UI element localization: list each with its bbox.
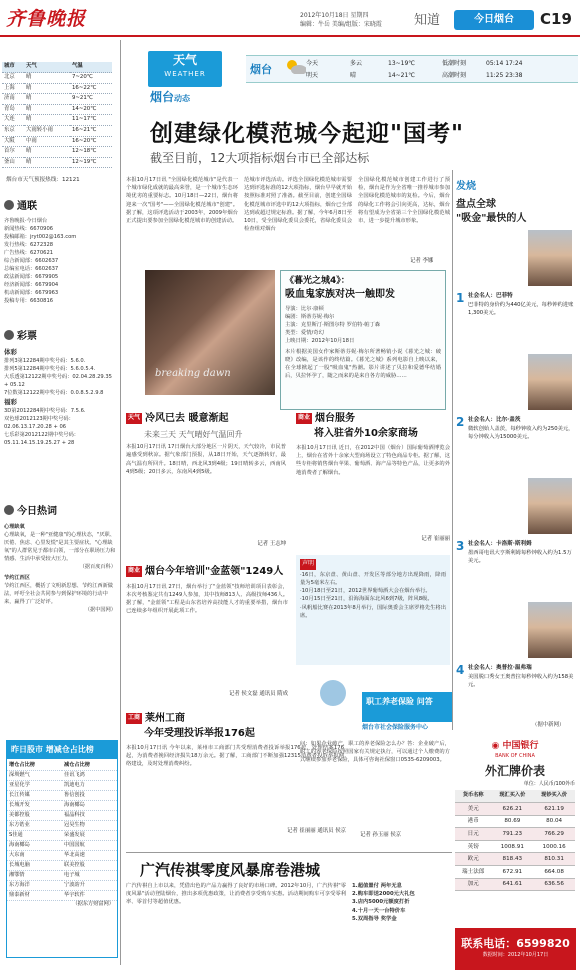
list-item: 机动新闻部：6679963 — [4, 290, 59, 297]
table-cell: 上海 — [2, 83, 24, 94]
rank-number: 2 — [456, 415, 465, 429]
fashao-title-2: 盘点全球 — [456, 198, 496, 210]
table-header-cell: 气温 — [70, 62, 112, 73]
list-item: 广告热线：6270621 — [4, 249, 54, 256]
caipiao-title: 彩票 — [4, 330, 116, 345]
table-row — [7, 761, 117, 771]
bank-phone: 6599820 — [516, 937, 570, 950]
market-title: 昨日股市 — [11, 745, 43, 754]
table-cell: 中国国航 — [62, 841, 117, 851]
table-row — [455, 853, 575, 866]
table-row — [7, 791, 117, 801]
table-row — [2, 94, 112, 105]
partly-cloudy-icon — [284, 58, 306, 74]
rere-word: 心理缺氧 — [4, 523, 25, 530]
table-row — [2, 83, 112, 94]
table-row — [7, 801, 117, 811]
person-text: 墨西哥电讯大亨斯利姆每秒钟收入约为1.5万美元。 — [468, 550, 572, 564]
list-item: 七乐彩第2012122期中奖号码：05.11.14.15.19.25.27 + 28 — [4, 432, 79, 447]
table-cell: 英镑 — [455, 840, 491, 853]
table-row — [2, 136, 112, 147]
table-row — [455, 840, 575, 853]
table-cell: 青岛 — [2, 104, 24, 115]
list-item: 投稿专用：6630816 — [4, 298, 54, 305]
training-text: 本报10月17日讯 27日，烟台举行了"金蓝领"技师培训项目表彰会，本次考核鉴定共有1249人参加，其中技师813人、高级技师436人。据了解，"金蓝领"工程是山东省培养高技能人才的重要举措，烟台市已连续多年组织开展此项工作。 — [126, 583, 288, 615]
list-item — [456, 602, 576, 720]
market-header — [7, 741, 117, 759]
table-cell: 鼎泰新材 — [7, 891, 62, 901]
table-cell: 荣盛发展 — [62, 831, 117, 841]
main-subhead: 截至目前，12大项指标烟台市已全部达标 — [150, 151, 370, 165]
movie-text: 本片根据美国女作家斯蒂芬妮·梅尔所著畅销小说《暮光之城：破晓》改编，是该作的终结篇。《暮光之城》系列电影自上映以来，在全球掀起了一股"吸血鬼"热潮。影片讲述了贝拉和爱德华结婚后，贝拉怀孕了，随之而来的是来自各方的威胁…… — [285, 348, 441, 380]
table-cell: 凯迪电力 — [62, 781, 117, 791]
pension-text: 问：如果企业破产，职工的养老保险怎么办？答：企业破产后，职工的养老保险按照国家有关规定执行，可以通过个人缴费的方式继续参加养老保险，具体可咨询社保窗口0535-6209003。 — [300, 741, 450, 764]
table-row — [2, 115, 112, 126]
list-item: 经济新闻部：6679904 — [4, 282, 59, 288]
car-points — [352, 882, 450, 923]
avatar — [528, 354, 572, 410]
table-cell: 晴 — [24, 73, 70, 84]
list-item: 4.十月一天一台特价车 — [352, 907, 406, 914]
weather-tag: 天气 — [126, 413, 142, 424]
table-row — [455, 815, 575, 828]
list-item: 排列5第12284期中奖号码：5.6.0.5.4. — [4, 365, 96, 372]
car-headline: 广汽传祺零度风暴席卷港城 — [140, 861, 321, 879]
table-cell: 16~21℃ — [70, 126, 112, 137]
notes-box — [296, 555, 450, 665]
table-row — [2, 104, 112, 115]
table-row — [7, 881, 117, 891]
rere-section — [4, 505, 116, 614]
table-cell: 80.04 — [533, 815, 575, 828]
fashao-section — [456, 180, 576, 227]
table-row — [7, 831, 117, 841]
invest-text: 本报10月17日讯 今年以来，莱州市工商部门共受理消费者投诉举报176起，处理结案176起，为消费者挽回经济损失18万余元。据了解，工商部门不断加强12315消费者投诉举报网络建设，及时处理消费纠纷。 — [126, 745, 344, 768]
service-title-2: 将入驻省外10余家商场 — [314, 427, 418, 439]
list-item: 齐鲁晚报·今日烟台 — [4, 217, 48, 224]
today-yantai-badge: 今日烟台 — [454, 10, 534, 30]
table-row — [7, 821, 117, 831]
table-cell: 东方海洋 — [7, 881, 62, 891]
table-cell: 日元 — [455, 828, 491, 841]
table-cell: 641.61 — [491, 878, 533, 891]
table-cell: 冠昊生物 — [62, 821, 117, 831]
table-row — [7, 841, 117, 851]
avatar — [320, 680, 346, 706]
weather-article-title: 冷风已去 暖意渐起 — [145, 413, 229, 424]
list-item: 2.购车即送2000元大礼包 — [352, 891, 415, 898]
lead-col-3: 全国绿化模范城市创建工作进行了预检，烟台是作为全省唯一推荐城市参加全国绿化模范城市的复检。今后，烟台的绿化工作将会引向更高，达标，烟台将有望成为全省第三个全国绿化模范城市，进一步提升城市形象。 — [358, 177, 450, 225]
header-date: 2012年10月18日 星期四 — [300, 12, 369, 19]
weather-temp: 13~19℃ — [388, 60, 416, 67]
table-cell: 港币 — [455, 815, 491, 828]
list-item: 5.双周指导 奖学金 — [352, 915, 397, 922]
training-article — [126, 565, 288, 698]
table-cell: 16~22℃ — [70, 83, 112, 94]
movie-title: 《暮光之城4》： — [285, 276, 350, 286]
service-title: 烟台服务 — [315, 413, 356, 424]
table-header-cell: 天气 — [24, 62, 70, 73]
table-cell: 深圳燃气 — [7, 771, 62, 781]
table-row — [7, 871, 117, 881]
list-item: 导演：比尔·康顿 — [285, 305, 324, 312]
list-item: 大乐透第12122期中奖号码：02.04.28.29.35 + 05.12 — [4, 373, 112, 388]
table-row — [7, 781, 117, 791]
table-cell: 华宇软件 — [62, 891, 117, 901]
table-cell: 北京 — [2, 73, 24, 84]
column-rule-left — [120, 40, 121, 965]
list-item: ·风帆船比赛在2013年8月举行，国际奥委会主席罗格先生将出席。 — [300, 604, 446, 619]
weather-temp: 14~21℃ — [388, 72, 416, 79]
list-item: 体彩 — [4, 347, 17, 356]
weather-day: 明天 — [306, 72, 319, 79]
table-cell: 晴 — [24, 104, 70, 115]
table-cell: 818.43 — [491, 853, 533, 866]
weather-article-author: 记者 王志坤 — [257, 541, 286, 548]
movie-box — [280, 270, 446, 410]
list-item: 主演：克里斯汀·斯图尔特 罗伯特·帕丁森 — [285, 321, 381, 328]
fashao-title-3: "吸金"最快的人 — [456, 213, 527, 224]
weather-hotline: 烟台市天气预报热线：12121 — [6, 177, 80, 183]
list-item: 上映日期：2012年10月18日 — [285, 338, 355, 345]
list-item: 3.店内5000元额度打折 — [352, 899, 410, 906]
market-table — [7, 761, 117, 902]
rere-source: （据百度百科） — [79, 563, 116, 570]
invest-tag: 工商 — [126, 713, 142, 724]
table-cell: 佳讯飞鸿 — [62, 771, 117, 781]
list-item: 编剧：斯蒂芬妮·梅尔 — [285, 313, 335, 320]
table-cell: 东京 — [2, 126, 24, 137]
table-cell: 80.69 — [491, 815, 533, 828]
tide-value: 11:25 23:38 — [486, 72, 523, 79]
list-item: 总编室电话：6602637 — [4, 265, 59, 272]
list-item — [456, 478, 576, 596]
pension-author: 记者 孙玉丽 侯京 — [360, 832, 402, 838]
tide-value: 05:14 17:24 — [486, 60, 523, 67]
weather-city: 烟台 — [250, 63, 272, 76]
rank-number: 3 — [456, 539, 465, 553]
header-editors: 编辑：牛岳 美编/组版：宋晓霞 — [300, 20, 382, 28]
pension-title: 职工养老保险 — [366, 697, 414, 706]
table-row — [7, 811, 117, 821]
list-item: 排列3第12284期中奖号码：5.6.0. — [4, 357, 86, 364]
table-cell: 766.29 — [533, 828, 575, 841]
movie-subtitle: 吸血鬼家族对决一触即发 — [285, 289, 395, 301]
list-item: 1.超值置付 两年无息 — [352, 883, 402, 889]
person-name: 社会名人：奥普拉·温弗瑞 — [468, 665, 532, 671]
table-cell: 大雨转小雨 — [24, 126, 70, 137]
notes-tag: 声明 — [300, 559, 316, 570]
table-row — [455, 803, 575, 816]
car-text: 广汽传祺自上市以来，凭借出色的产品力赢得了良好的市场口碑。2012年10月，广汽传祺"零度风暴"活动登陆烟台，推出多项优惠政策，让消费者享受购车实惠。活动期间购车可享受零利率、零首付等超值优惠。 — [126, 883, 346, 906]
table-cell: 济南 — [2, 94, 24, 105]
list-item: 综合新闻部：6602637 — [4, 257, 59, 264]
table-cell: 长城开发 — [7, 801, 62, 811]
table-cell: 晴 — [24, 157, 70, 168]
table-cell: 晴 — [24, 147, 70, 158]
list-item: ·10月15日至21日，沿海海面东北风6到7级，阵风8级。 — [300, 596, 433, 603]
bank-contact-bar — [455, 928, 576, 970]
table-cell: 晴 — [24, 94, 70, 105]
list-item: 福彩 — [4, 397, 17, 406]
table-header-cell: 现钞买入价 — [533, 790, 575, 803]
city-weather-table — [2, 62, 112, 168]
table-cell: 11~17℃ — [70, 115, 112, 126]
section-label: 知道 — [414, 13, 441, 28]
rank-number: 1 — [456, 291, 465, 305]
tide-label: 低潮时刻 — [442, 60, 467, 67]
table-cell: 东方锆业 — [7, 821, 62, 831]
invest-title: 莱州工商 — [145, 713, 186, 724]
person-name: 社会名人：比尔·盖茨 — [468, 417, 521, 423]
training-title: 烟台今年培训"金蓝领"1249人 — [145, 566, 284, 577]
movie-info — [285, 305, 441, 346]
main-headline: 创建绿化模范城今起迎"国考" — [150, 121, 464, 147]
table-cell: 中雨 — [24, 136, 70, 147]
lead-col-1: 本报10月17日讯 "全国绿化模范城市"是代表一个城市绿化成就的最高荣誉，是一个城市生态环境优劣的重要标志。10月18日—22日，烟台将迎来一次"国考"——全国绿化模范城市"创建"。据了解，这项评选活动于2003年，2009年烟台正式提出要参加全国绿化模范城市的创建活动。 — [126, 177, 238, 225]
table-row — [2, 62, 112, 73]
weather-logo — [148, 51, 222, 87]
table-header-cell: 货币名称 — [455, 790, 491, 803]
table-cell: 12~18℃ — [70, 147, 112, 158]
list-item: 政法新闻部：6679905 — [4, 273, 59, 280]
lead-col-2: 范城市评选活动。评选全国绿化模范城市需要达到评选标准的12大项指标，烟台早早就开始按照标准对照了准备。截至目前，创建全国绿化模范城市评选中的12大项指标，烟台已全部达到或超过规定标准。据了解，今年6月8日至10日，受全国绿化委员会委托，省绿化委员会检查组对烟台 — [244, 177, 352, 233]
bank-phone-label: 联系电话： — [461, 937, 517, 950]
table-cell: 首尔 — [2, 147, 24, 158]
pension-banner — [362, 692, 452, 722]
service-article — [296, 412, 450, 544]
table-cell: S佳通 — [7, 831, 62, 841]
table-cell: 810.31 — [533, 853, 575, 866]
table-cell: 宁波韵升 — [62, 881, 117, 891]
list-item: 7位数第12122期中奖号码：0.0.8.5.2.9.8 — [4, 389, 104, 396]
bank-name-cn: 中国银行 — [502, 741, 539, 751]
table-row — [455, 878, 575, 891]
invest-author: 记者 崔丽丽 通讯员 侯京 — [286, 828, 346, 834]
person-name: 社会名人：卡洛斯·斯利姆 — [468, 541, 532, 547]
header-meta — [300, 12, 382, 29]
table-cell: 1008.91 — [491, 840, 533, 853]
table-cell: 626.21 — [491, 803, 533, 816]
weather-logo-en: WEATHER — [164, 70, 206, 78]
table-row — [455, 790, 575, 803]
caipiao-list — [4, 347, 116, 448]
table-cell: 7~20℃ — [70, 73, 112, 84]
list-item: 3D第2012284期中奖号码：7.5.6. — [4, 407, 86, 414]
notes-list — [300, 571, 446, 620]
table-cell: 联美控股 — [62, 861, 117, 871]
table-cell: 9~21℃ — [70, 94, 112, 105]
rere-text: 心理缺氧，是一种"亚健康"的心理状态，"厌职、厌倦、焦虑、心里发慌"是其主要症状。"心理缺氧"的人群常见于都市白领，一部分在职场压力和情感、生活中承受较大压力。 — [4, 531, 116, 562]
list-item: ·16日，东京盘、黄山盘、开发区等部分地方出现降雨，降雨量为5毫米左右。 — [300, 571, 446, 587]
table-cell: 晴 — [24, 83, 70, 94]
table-row — [2, 157, 112, 168]
weather-sub-city: 烟台 — [150, 90, 175, 104]
invest-title-2: 今年受理投诉举报176起 — [144, 727, 255, 739]
stock-market-box — [6, 740, 118, 958]
rere-word-2: 节约江西区 — [4, 574, 30, 581]
bank-logo-icon: ◉ — [491, 741, 500, 751]
table-header-cell: 现汇买入价 — [491, 790, 533, 803]
table-cell: 大阪 — [2, 136, 24, 147]
weather-sub-dynamic: 动态 — [174, 94, 191, 103]
header-rule — [0, 35, 580, 37]
tonglian-list — [4, 217, 116, 306]
bank-date: 数据时间：2012年10月17日 — [482, 951, 549, 958]
caipiao-section — [4, 330, 116, 447]
masthead-logo: 齐鲁晚报 — [6, 8, 87, 30]
page-number: C19 — [540, 10, 572, 28]
list-item: 双色球2012123期中奖号码：02.06.13.17.20.28 + 06 — [4, 416, 74, 431]
person-text: 美国脱口秀女王奥普拉每秒钟收入约为158美元。 — [468, 674, 574, 688]
list-item — [456, 354, 576, 472]
table-cell: 海南椰岛 — [62, 801, 117, 811]
list-item: 发行热线：6272328 — [4, 241, 54, 248]
table-cell: 长城电脑 — [7, 861, 62, 871]
table-row — [7, 861, 117, 871]
weather-article — [126, 412, 286, 549]
market-title-2: 增减仓占比榜 — [45, 745, 94, 754]
list-item: 新闻热线：6670906 — [4, 225, 54, 232]
table-header-cell: 城市 — [2, 62, 24, 73]
training-author: 记者 侯文磊 通讯员 隋成 — [228, 690, 288, 697]
table-row — [2, 147, 112, 158]
table-cell: 电子城 — [62, 871, 117, 881]
rere-title: 今日热词 — [4, 505, 116, 520]
table-cell: 瑞士法郎 — [455, 866, 491, 879]
table-row — [2, 126, 112, 137]
pension-title-2: 问答 — [416, 697, 433, 706]
lead-author: 记者 李娜 — [410, 258, 434, 264]
table-cell: 湘鄂情 — [7, 871, 62, 881]
table-cell: 672.91 — [491, 866, 533, 879]
table-cell: 欧元 — [455, 853, 491, 866]
table-cell: 釜山 — [2, 157, 24, 168]
table-row — [455, 828, 575, 841]
pension-center: 烟台市社会保险服务中心 — [362, 724, 429, 731]
table-cell: 增仓占比榜 — [7, 761, 62, 771]
weather-day: 今天 — [306, 60, 319, 67]
weather-sky: 多云 — [350, 60, 363, 67]
table-cell: 791.23 — [491, 828, 533, 841]
list-item: 类型：爱情/奇幻 — [285, 330, 324, 337]
table-cell: 晴 — [24, 115, 70, 126]
table-row — [455, 866, 575, 879]
table-cell: 海南椰岛 — [7, 841, 62, 851]
bank-name-en: BANK OF CHINA — [495, 753, 535, 760]
person-text: 微软创始人盖茨，每秒钟收入约为250美元，每分钟收入为15000美元。 — [468, 426, 574, 440]
bank-name — [455, 740, 575, 753]
table-cell: 减仓占比榜 — [62, 761, 117, 771]
column-rule-right — [452, 170, 453, 730]
table-row — [7, 891, 117, 901]
table-row — [2, 73, 112, 84]
table-cell: 14~20℃ — [70, 104, 112, 115]
table-cell: 亚星化学 — [7, 781, 62, 791]
rere-source-2: （据中国网） — [84, 607, 116, 614]
list-item — [456, 230, 576, 348]
table-row — [7, 771, 117, 781]
table-cell: 大连 — [2, 115, 24, 126]
service-text: 本报10月17日讯 近日，在2012中国（烟台）国际葡萄酒博览会上，烟台在省外十余家大型商场设立了特色商品专柜。据了解，这些专柜将销售烟台苹果、葡萄酒、海产品等特色产品，让更多的外地消费者了解烟台。 — [296, 445, 450, 476]
tonglian-title: 通联 — [4, 200, 116, 215]
table-cell: 福晶科技 — [62, 811, 117, 821]
table-row — [7, 851, 117, 861]
service-tag: 商业 — [296, 413, 312, 424]
tide-label: 高潮时刻 — [442, 72, 467, 79]
poster-text: breaking dawn — [155, 367, 231, 379]
table-cell: 1000.16 — [533, 840, 575, 853]
avatar — [528, 478, 572, 534]
fashao-source: （据中新网） — [532, 722, 565, 728]
table-cell: 华北高速 — [62, 851, 117, 861]
table-cell: 美元 — [455, 803, 491, 816]
avatar — [528, 230, 572, 286]
table-cell: 664.08 — [533, 866, 575, 879]
car-rule — [126, 852, 452, 853]
bank-table-title: 外汇牌价表 — [484, 764, 545, 779]
fashao-title: 发烧 — [456, 181, 476, 192]
weather-subtitle — [150, 89, 190, 106]
table-cell: 636.56 — [533, 878, 575, 891]
rank-number: 4 — [456, 663, 465, 677]
person-text: 巴菲特的身价约为440亿美元，每秒钟约进账1,300美元。 — [468, 302, 574, 316]
movie-poster-image — [145, 270, 275, 395]
table-cell: 16~20℃ — [70, 136, 112, 147]
table-cell: 12~19℃ — [70, 157, 112, 168]
list-item: 投稿邮箱：jryt002@163.com — [4, 233, 77, 240]
weather-logo-cn: 天气 — [172, 53, 197, 67]
rere-text-2: 节约江西区，概括了文明新思想、节约江西新做法，呼吁全社会共同参与到保护环境的行动中来，赢得了广泛好评。 — [4, 582, 113, 606]
avatar — [528, 602, 572, 658]
list-item: ·10月18日至21日，2012世界葡萄酒大会在烟台举行。 — [300, 588, 431, 595]
table-cell: 长江传媒 — [7, 791, 62, 801]
service-author: 记者 崔丽丽 — [421, 536, 450, 542]
fx-table — [455, 790, 575, 891]
weather-article-text: 本报10月17日讯 17日烟台大部分地区一片阴天，天气较冷，市民普遍感受到秋凉。据气象部门预报，从18日开始，天气逐渐转好，最高气温有所回升。18日晴，西北风3到4级；19日晴转多云，西南风4到5级；20日多云，东南风4到5级。 — [126, 444, 286, 475]
table-cell: 621.19 — [533, 803, 575, 816]
weather-article-sub: 未来三天 天气晴好气温回升 — [144, 429, 243, 439]
market-source: （据东方财富网） — [72, 901, 114, 908]
bank-unit: 单位：人民币/100外币 — [523, 780, 575, 787]
fashao-list — [456, 230, 576, 710]
table-cell: 大东南 — [7, 851, 62, 861]
table-cell: 加元 — [455, 878, 491, 891]
person-name: 社会名人：巴菲特 — [468, 293, 513, 299]
table-cell: 鲁信创投 — [62, 791, 117, 801]
table-cell: 美都控股 — [7, 811, 62, 821]
weather-sky: 晴 — [350, 72, 357, 79]
training-tag: 商业 — [126, 566, 142, 577]
tonglian-section — [4, 200, 116, 305]
